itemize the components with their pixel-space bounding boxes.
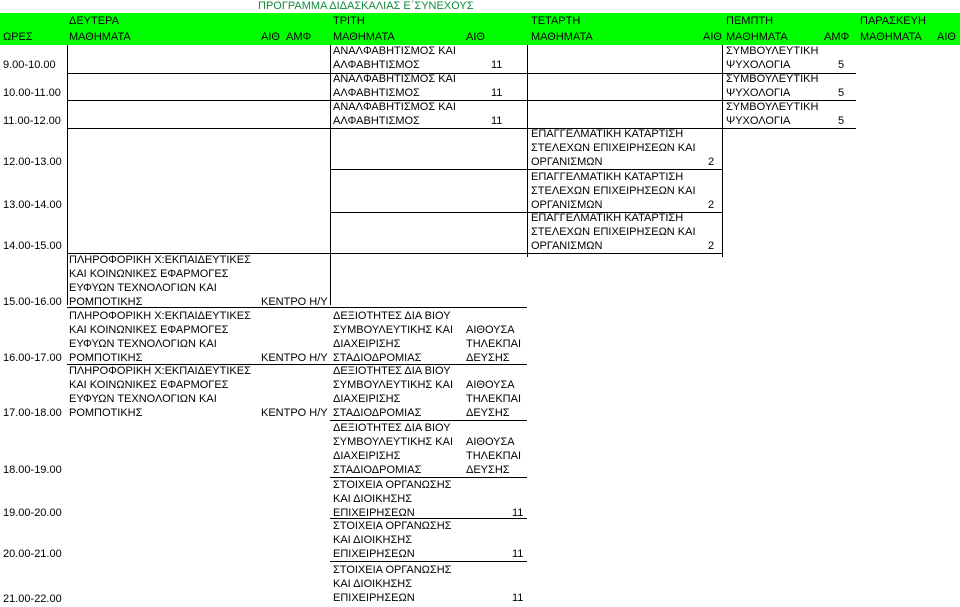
course-management-line1: ΣΤΟΙΧΕΙΑ ΟΡΓΑΝΩΣΗΣ xyxy=(333,479,452,491)
room-computer-center: ΚΕΝΤΡΟ Η/Υ xyxy=(261,296,328,308)
grid-line xyxy=(67,128,856,129)
header-hours: ΩΡΕΣ xyxy=(3,31,33,43)
course-skills-line4: ΣΤΑΔΙΟΔΡΟΜΙΑΣ xyxy=(333,352,422,364)
course-skills-line1: ΔΕΞΙΟΤΗΤΕΣ ΔΙΑ ΒΙΟΥ xyxy=(333,310,451,322)
header-courses-fri: ΜΑΘΗΜΑΤΑ xyxy=(860,31,922,43)
hour-label: 13.00-14.00 xyxy=(3,199,62,211)
course-psych-line1: ΣΥΜΒΟΥΛΕΥΤΙΚΗ xyxy=(726,45,819,57)
course-management-line1: ΣΤΟΙΧΕΙΑ ΟΡΓΑΝΩΣΗΣ xyxy=(333,520,452,532)
hour-label: 14.00-15.00 xyxy=(3,240,62,252)
day-wednesday: ΤΕΤΑΡΤΗ xyxy=(531,15,581,27)
amph-number: 5 xyxy=(838,59,845,71)
header-room-tue: ΑΙΘ xyxy=(466,31,485,43)
course-psych-line2: ΨΥΧΟΛΟΓΙΑ xyxy=(726,59,791,71)
room-number: 11 xyxy=(491,59,503,71)
course-literacy-line2: ΑΛΦΑΒΗΤΙΣΜΟΣ xyxy=(333,59,420,71)
grid-line xyxy=(527,45,528,257)
header-courses-wed: ΜΑΘΗΜΑΤΑ xyxy=(531,31,593,43)
course-vocational-line2: ΣΤΕΛΕΧΩΝ ΕΠΙΧΕΙΡΗΣΕΩΝ ΚΑΙ xyxy=(531,226,696,238)
day-friday: ΠΑΡΑΣΚΕΥΗ xyxy=(860,15,926,27)
hour-label: 11.00-12.00 xyxy=(3,115,61,127)
hour-label: 20.00-21.00 xyxy=(3,548,62,560)
course-informatics-line1: ΠΛΗΡΟΦΟΡΙΚΗ Χ:ΕΚΠΑΙΔΕΥΤΙΚΕΣ xyxy=(69,310,251,322)
course-skills-line3: ΔΙΑΧΕΙΡΙΣΗΣ xyxy=(333,450,401,462)
course-informatics-line3: ΕΥΦΥΩΝ ΤΕΧΝΟΛΟΓΙΩΝ ΚΑΙ xyxy=(69,338,217,350)
day-monday: ΔΕΥΤΕΡΑ xyxy=(69,15,119,27)
room-number: 11 xyxy=(491,115,503,127)
hour-label: 17.00-18.00 xyxy=(3,407,62,419)
room-number: 11 xyxy=(491,87,503,99)
header-amph-mon: ΑΜΦ xyxy=(286,31,312,43)
course-management-line2: ΚΑΙ ΔΙΟΙΚΗΣΗΣ xyxy=(333,578,413,590)
room-teleeducation-line2: ΤΗΛΕΚΠΑΙ xyxy=(466,450,522,462)
course-management-line2: ΚΑΙ ΔΙΟΙΚΗΣΗΣ xyxy=(333,493,413,505)
course-skills-line1: ΔΕΞΙΟΤΗΤΕΣ ΔΙΑ ΒΙΟΥ xyxy=(333,422,451,434)
course-vocational-line3: ΟΡΓΑΝΙΣΜΩΝ xyxy=(531,240,603,252)
room-computer-center: ΚΕΝΤΡΟ Η/Υ xyxy=(261,352,328,364)
course-management-line2: ΚΑΙ ΔΙΟΙΚΗΣΗΣ xyxy=(333,534,413,546)
course-skills-line2: ΣΥΜΒΟΥΛΕΥΤΙΚΗΣ ΚΑΙ xyxy=(333,436,454,448)
header-courses-mon: ΜΑΘΗΜΑΤΑ xyxy=(69,31,131,43)
room-teleeducation-line3: ΔΕΥΣΗΣ xyxy=(466,407,510,419)
course-skills-line3: ΔΙΑΧΕΙΡΙΣΗΣ xyxy=(333,393,401,405)
course-management-line3: ΕΠΙΧΕΙΡΗΣΕΩΝ xyxy=(333,507,415,519)
room-teleeducation-line1: ΑΙΘΟΥΣΑ xyxy=(466,324,515,336)
course-management-line3: ΕΠΙΧΕΙΡΗΣΕΩΝ xyxy=(333,592,415,604)
course-skills-line1: ΔΕΞΙΟΤΗΤΕΣ ΔΙΑ ΒΙΟΥ xyxy=(333,365,451,377)
hour-label: 9.00-10.00 xyxy=(3,59,56,71)
course-vocational-line1: ΕΠΑΓΓΕΛΜΑΤΙΚΗ ΚΑΤΑΡΤΙΣΗ xyxy=(531,128,684,140)
day-thursday: ΠΕΜΠΤΗ xyxy=(726,15,774,27)
room-teleeducation-line3: ΔΕΥΣΗΣ xyxy=(466,352,510,364)
course-vocational-line1: ΕΠΑΓΓΕΛΜΑΤΙΚΗ ΚΑΤΑΡΤΙΣΗ xyxy=(531,212,684,224)
course-vocational-line2: ΣΤΕΛΕΧΩΝ ΕΠΙΧΕΙΡΗΣΕΩΝ ΚΑΙ xyxy=(531,185,696,197)
grid-line xyxy=(67,45,68,305)
course-informatics-line4: ΡΟΜΠΟΤΙΚΗΣ xyxy=(69,407,143,419)
room-teleeducation-line1: ΑΙΘΟΥΣΑ xyxy=(466,436,515,448)
page-title: ΠΡΟΓΡΑΜΜΑ ΔΙΔΑΣΚΑΛΙΑΣ Ε΄ΣΥΝΕΧΟΥΣ xyxy=(258,0,474,12)
course-informatics-line2: ΚΑΙ ΚΟΙΝΩΝΙΚΕΣ ΕΦΑΡΜΟΓΕΣ xyxy=(69,379,229,391)
hour-label: 10.00-11.00 xyxy=(3,87,61,99)
course-vocational-line2: ΣΤΕΛΕΧΩΝ ΕΠΙΧΕΙΡΗΣΕΩΝ ΚΑΙ xyxy=(531,142,696,154)
course-literacy-line2: ΑΛΦΑΒΗΤΙΣΜΟΣ xyxy=(333,87,420,99)
room-number: 11 xyxy=(512,548,524,560)
course-management-line3: ΕΠΙΧΕΙΡΗΣΕΩΝ xyxy=(333,548,415,560)
course-literacy-line1: ΑΝΑΛΦΑΒΗΤΙΣΜΟΣ ΚΑΙ xyxy=(333,101,456,113)
course-literacy-line2: ΑΛΦΑΒΗΤΙΣΜΟΣ xyxy=(333,115,420,127)
amph-number: 5 xyxy=(838,87,845,99)
hour-label: 12.00-13.00 xyxy=(3,156,62,168)
course-vocational-line3: ΟΡΓΑΝΙΣΜΩΝ xyxy=(531,156,603,168)
amph-number: 5 xyxy=(838,115,845,127)
day-tuesday: ΤΡΙΤΗ xyxy=(333,15,365,27)
room-number: 11 xyxy=(512,507,524,519)
header-courses-thu: ΜΑΘΗΜΑΤΑ xyxy=(726,31,788,43)
header-room-mon: ΑΙΘ xyxy=(261,31,280,43)
room-teleeducation-line3: ΔΕΥΣΗΣ xyxy=(466,464,510,476)
room-number: 11 xyxy=(512,592,524,604)
hour-label: 16.00-17.00 xyxy=(3,352,62,364)
grid-line xyxy=(330,45,331,305)
course-informatics-line3: ΕΥΦΥΩΝ ΤΕΧΝΟΛΟΓΙΩΝ ΚΑΙ xyxy=(69,393,217,405)
course-literacy-line1: ΑΝΑΛΦΑΒΗΤΙΣΜΟΣ ΚΑΙ xyxy=(333,73,456,85)
hour-label: 18.00-19.00 xyxy=(3,464,62,476)
course-skills-line4: ΣΤΑΔΙΟΔΡΟΜΙΑΣ xyxy=(333,464,422,476)
course-psych-line1: ΣΥΜΒΟΥΛΕΥΤΙΚΗ xyxy=(726,101,819,113)
hour-label: 15.00-16.00 xyxy=(3,296,62,308)
course-informatics-line2: ΚΑΙ ΚΟΙΝΩΝΙΚΕΣ ΕΦΑΡΜΟΓΕΣ xyxy=(69,324,229,336)
header-room-wed: ΑΙΘ xyxy=(703,31,722,43)
course-informatics-line3: ΕΥΦΥΩΝ ΤΕΧΝΟΛΟΓΙΩΝ ΚΑΙ xyxy=(69,282,217,294)
course-informatics-line2: ΚΑΙ ΚΟΙΝΩΝΙΚΕΣ ΕΦΑΡΜΟΓΕΣ xyxy=(69,268,229,280)
days-header-row xyxy=(0,13,960,30)
room-teleeducation-line2: ΤΗΛΕΚΠΑΙ xyxy=(466,338,522,350)
grid-line xyxy=(722,45,723,257)
course-psych-line2: ΨΥΧΟΛΟΓΙΑ xyxy=(726,87,791,99)
course-informatics-line1: ΠΛΗΡΟΦΟΡΙΚΗ Χ:ΕΚΠΑΙΔΕΥΤΙΚΕΣ xyxy=(69,365,251,377)
room-computer-center: ΚΕΝΤΡΟ Η/Υ xyxy=(261,407,328,419)
course-psych-line1: ΣΥΜΒΟΥΛΕΥΤΙΚΗ xyxy=(726,73,819,85)
course-literacy-line1: ΑΝΑΛΦΑΒΗΤΙΣΜΟΣ ΚΑΙ xyxy=(333,45,456,57)
room-teleeducation-line1: ΑΙΘΟΥΣΑ xyxy=(466,379,515,391)
room-number: 2 xyxy=(708,156,715,168)
course-skills-line2: ΣΥΜΒΟΥΛΕΥΤΙΚΗΣ ΚΑΙ xyxy=(333,324,454,336)
columns-header-row xyxy=(0,30,960,45)
course-skills-line2: ΣΥΜΒΟΥΛΕΥΤΙΚΗΣ ΚΑΙ xyxy=(333,379,454,391)
course-informatics-line4: ΡΟΜΠΟΤΙΚΗΣ xyxy=(69,296,143,308)
header-amph-thu: ΑΜΦ xyxy=(824,31,850,43)
course-vocational-line1: ΕΠΑΓΓΕΛΜΑΤΙΚΗ ΚΑΤΑΡΤΙΣΗ xyxy=(531,171,684,183)
course-vocational-line3: ΟΡΓΑΝΙΣΜΩΝ xyxy=(531,199,603,211)
room-number: 2 xyxy=(708,199,715,211)
room-teleeducation-line2: ΤΗΛΕΚΠΑΙ xyxy=(466,393,522,405)
header-room-fri: ΑΙΘ xyxy=(937,31,956,43)
course-management-line1: ΣΤΟΙΧΕΙΑ ΟΡΓΑΝΩΣΗΣ xyxy=(333,564,452,576)
room-number: 2 xyxy=(708,240,715,252)
hour-label: 19.00-20.00 xyxy=(3,507,62,519)
course-informatics-line1: ΠΛΗΡΟΦΟΡΙΚΗ Χ:ΕΚΠΑΙΔΕΥΤΙΚΕΣ xyxy=(69,254,251,266)
course-skills-line3: ΔΙΑΧΕΙΡΙΣΗΣ xyxy=(333,338,401,350)
course-psych-line2: ΨΥΧΟΛΟΓΙΑ xyxy=(726,115,791,127)
course-informatics-line4: ΡΟΜΠΟΤΙΚΗΣ xyxy=(69,352,143,364)
grid-line xyxy=(330,561,527,562)
course-skills-line4: ΣΤΑΔΙΟΔΡΟΜΙΑΣ xyxy=(333,407,422,419)
header-courses-tue: ΜΑΘΗΜΑΤΑ xyxy=(333,31,395,43)
hour-label: 21.00-22.00 xyxy=(3,593,62,605)
